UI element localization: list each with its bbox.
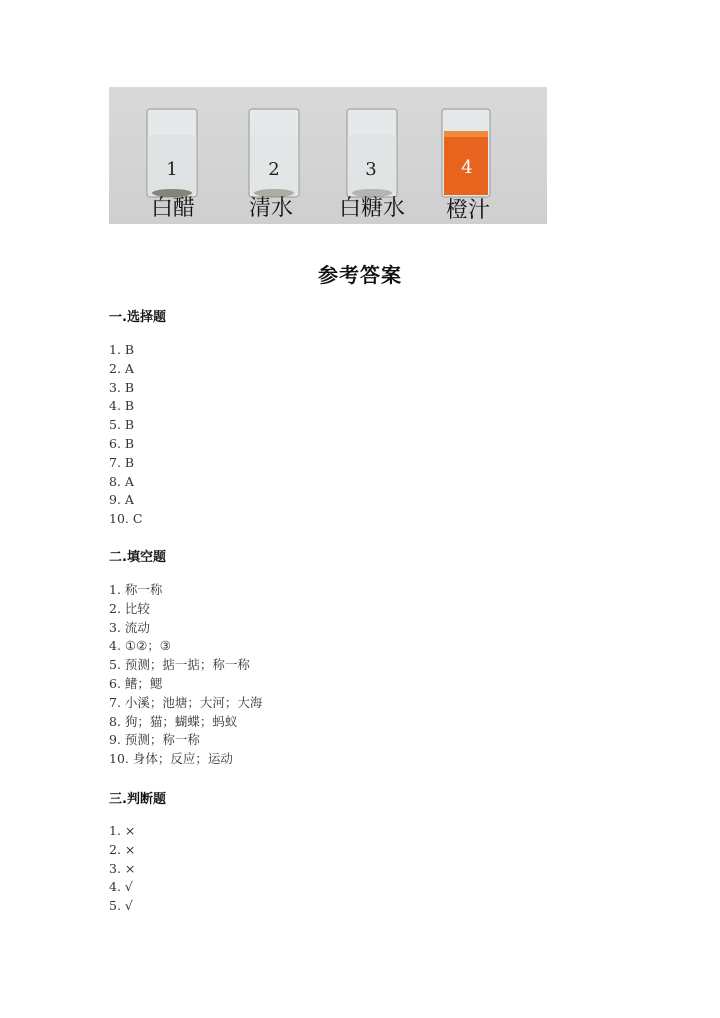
cup-3 — [339, 109, 405, 221]
list-item: 10. 身体；反应；运动 — [109, 751, 233, 767]
fill-blank-answer-list — [109, 581, 262, 769]
cup-3-number: 3 — [365, 159, 377, 180]
list-item: 1. B — [109, 342, 135, 357]
list-item: 7. B — [109, 454, 135, 470]
cup-4 — [442, 109, 490, 223]
list-item: 4. B — [109, 398, 135, 414]
list-item: 5. 预测；掂一掂；称一称 — [109, 657, 250, 673]
cup-4-label: 橙汁 — [445, 198, 491, 223]
cup-1-label: 白醋 — [150, 196, 196, 221]
list-item: 4. √ — [109, 879, 133, 895]
choice-answer-list — [109, 341, 142, 529]
section-heading-true-false: 三.判断题 — [109, 792, 166, 807]
list-item: 3. 流动 — [109, 619, 150, 635]
list-item: 6. 鳍；鳃 — [109, 675, 163, 691]
cup-4-number: 4 — [461, 157, 473, 178]
cup-2-label: 清水 — [248, 196, 294, 221]
list-item: 3. B — [109, 379, 135, 395]
cup-2-number: 2 — [268, 159, 280, 180]
list-item: 7. 小溪；池塘；大河；大海 — [109, 694, 263, 710]
cup-1 — [147, 109, 197, 221]
list-item: 9. 预测；称一称 — [109, 732, 200, 748]
list-item: 10. C — [109, 511, 143, 527]
list-item: 8. A — [109, 473, 134, 489]
section-heading-fill-blank: 二.填空题 — [109, 550, 166, 565]
true-false-answer-list — [109, 822, 135, 916]
list-item: 4. ①②；③ — [109, 638, 172, 654]
list-item: 1. × — [109, 823, 136, 838]
list-item: 5. √ — [109, 898, 133, 914]
cup-2 — [249, 109, 299, 221]
cup-3-label: 白糖水 — [338, 196, 406, 221]
list-item: 1. 称一称 — [109, 582, 163, 597]
list-item: 9. A — [109, 492, 134, 508]
cup-1-number: 1 — [166, 159, 178, 180]
list-item: 2. 比较 — [109, 600, 150, 616]
list-item: 3. × — [109, 860, 136, 876]
list-item: 8. 狗；猫；蝴蝶；蚂蚁 — [109, 713, 238, 729]
answer-title: 参考答案 — [318, 263, 402, 287]
cups-photo — [109, 87, 547, 224]
section-heading-choice: 一.选择题 — [109, 310, 166, 325]
list-item: 2. A — [109, 360, 134, 376]
list-item: 5. B — [109, 417, 135, 433]
list-item: 6. B — [109, 435, 135, 451]
cups-illustration — [109, 87, 547, 224]
list-item: 2. × — [109, 841, 136, 857]
